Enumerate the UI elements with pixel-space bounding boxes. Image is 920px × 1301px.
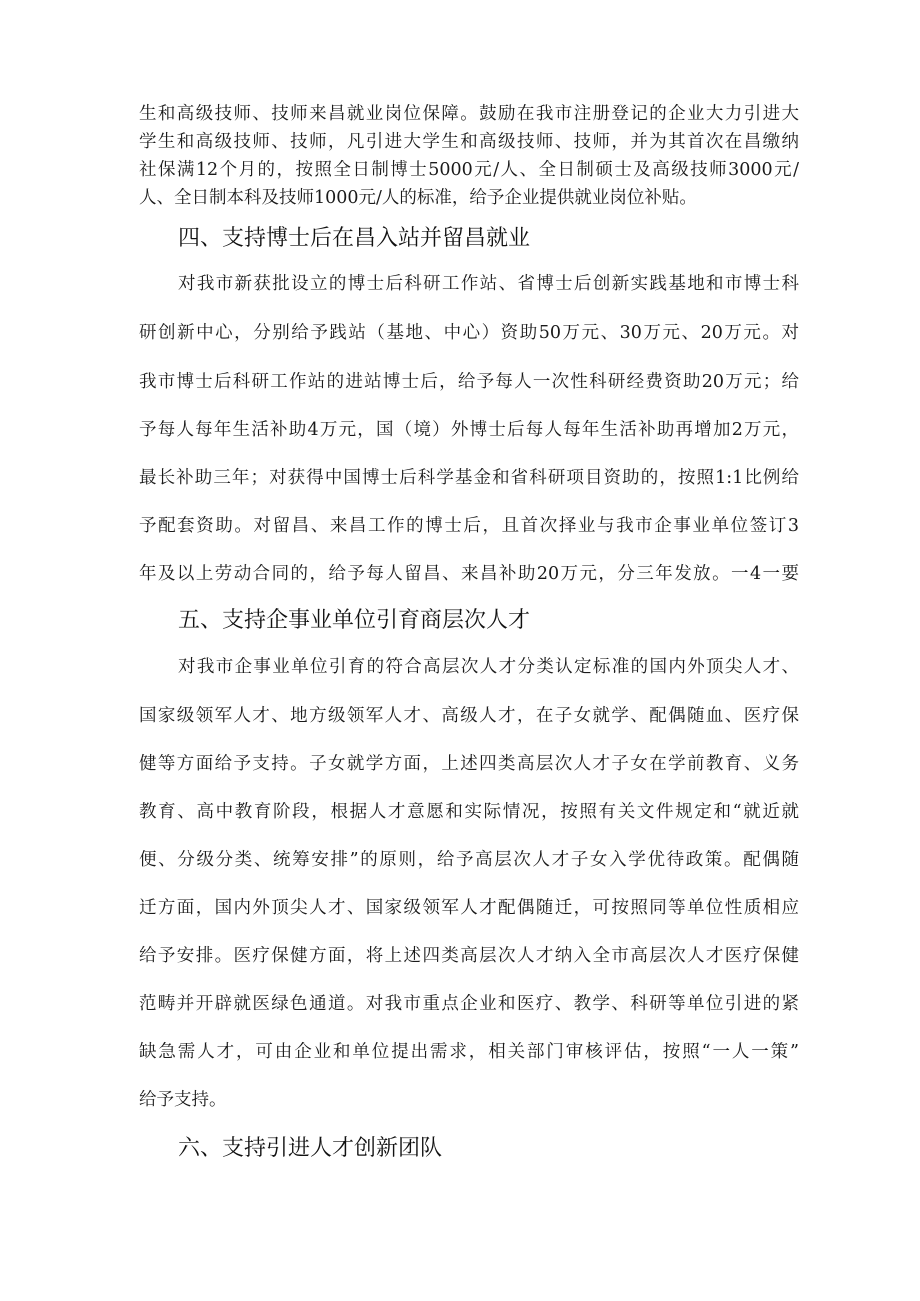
section-heading-6: 六、支持引进人才创新团队 [178, 1136, 443, 1161]
paragraph-line: 年及以上劳动合同的，给予每人留昌、来昌补助20万元，分三年发放。一4一要 [139, 564, 799, 584]
paragraph-line: 社保满12个月的，按照全日制博士5000元/人、全日制硕士及高级技师3000元/ [139, 160, 799, 180]
paragraph-line: 学生和高级技师、技师，凡引进大学生和高级技师、技师，并为其首次在昌缴纳 [139, 132, 799, 152]
paragraph-line: 对我市新获批设立的博士后科研工作站、省博士后创新实践基地和市博士科 [178, 274, 799, 294]
section-heading-4: 四、支持博士后在昌入站并留昌就业 [178, 226, 531, 251]
paragraph-line: 缺急需人才，可由企业和单位提出需求，相关部门审核评估，按照“一人一策” [139, 1042, 799, 1062]
paragraph-line: 国家级领军人才、地方级领军人才、高级人才，在子女就学、配偶随血、医疗保 [139, 706, 799, 726]
section-heading-5: 五、支持企事业单位引育商层次人才 [178, 608, 531, 633]
paragraph-line: 给予支持。 [139, 1090, 227, 1110]
paragraph-line: 予配套资助。对留昌、来昌工作的博士后，且首次择业与我市企事业单位签订3 [139, 516, 799, 536]
paragraph-line: 我市博士后科研工作站的进站博士后，给予每人一次性科研经费资助20万元；给 [139, 372, 799, 392]
paragraph-line: 研创新中心，分别给予践站（基地、中心）资助50万元、30万元、20万元。对 [139, 323, 799, 343]
paragraph-line: 最长补助三年；对获得中国博士后科学基金和省科研项目资助的，按照1:1比例给 [139, 468, 799, 488]
paragraph-line: 对我市企事业单位引育的符合高层次人才分类认定标准的国内外顶尖人才、 [178, 657, 799, 677]
paragraph-line: 健等方面给予支持。子女就学方面，上述四类高层次人才子女在学前教育、义务 [139, 754, 799, 774]
paragraph-line: 便、分级分类、统筹安排”的原则，给予高层次人才子女入学优待政策。配偶随 [139, 850, 799, 870]
paragraph-line: 教育、高中教育阶段，根据人才意愿和实际情况，按照有关文件规定和“就近就 [139, 802, 799, 822]
paragraph-line: 生和高级技师、技师来昌就业岗位保障。鼓励在我市注册登记的企业大力引进大 [139, 104, 799, 124]
paragraph-line: 给予安排。医疗保健方面，将上述四类高层次人才纳入全市高层次人才医疗保健 [139, 946, 799, 966]
paragraph-line: 范畴并开辟就医绿色通道。对我市重点企业和医疗、教学、科研等单位引进的紧 [139, 994, 799, 1014]
paragraph-line: 人、全日制本科及技师1000元/人的标准，给予企业提供就业岗位补贴。 [139, 188, 697, 208]
paragraph-line: 予每人每年生活补助4万元，国（境）外博士后每人每年生活补助再增加2万元， [139, 420, 799, 440]
paragraph-line: 迁方面，国内外顶尖人才、国家级领军人才配偶随迁，可按照同等单位性质相应 [139, 898, 799, 918]
